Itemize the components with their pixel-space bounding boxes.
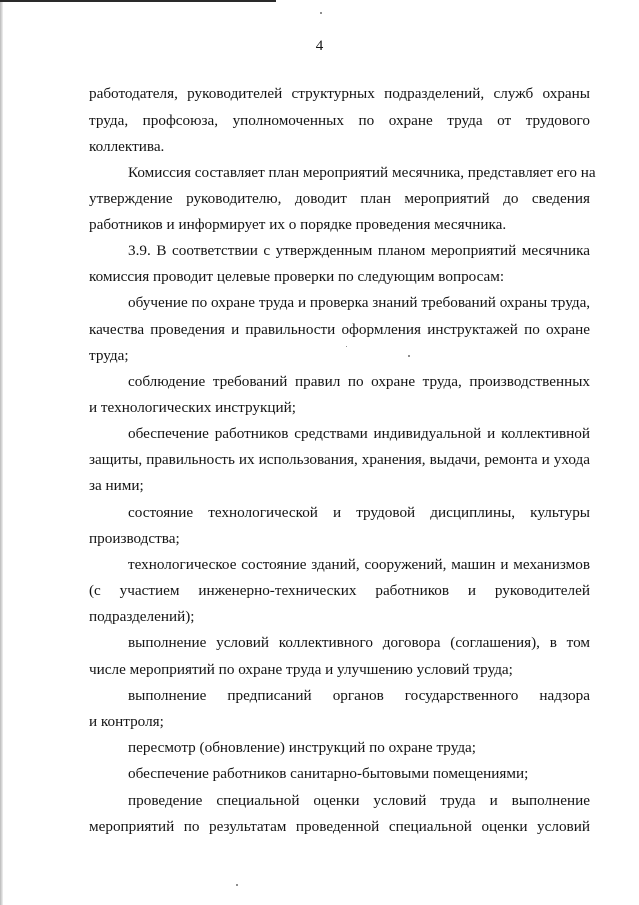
text-line: состояние технологической и трудовой дисциплины, культуры — [128, 504, 590, 521]
scan-speck — [346, 346, 347, 347]
text-line: и технологических инструкций; — [89, 399, 296, 416]
text-line: обучение по охране труда и проверка знаний требований охраны труда, — [128, 294, 591, 311]
scan-top-rule — [0, 0, 276, 2]
text-line: мероприятий по результатам проведенной специальной оценки условий — [89, 818, 590, 835]
page-number: 4 — [315, 38, 324, 54]
text-line: производства; — [89, 530, 180, 547]
text-line: работодателя, руководителей структурных подразделений, служб охраны — [89, 85, 590, 102]
text-line: подразделений); — [89, 608, 195, 625]
text-line: технологическое состояние зданий, сооружений, машин и механизмов — [128, 556, 590, 573]
text-line: коллектива. — [89, 138, 165, 155]
text-line: соблюдение требований правил по охране труда, производственных — [128, 373, 590, 390]
text-line: работников и информирует их о порядке проведения месячника. — [89, 216, 507, 233]
text-line: Комиссия составляет план мероприятий месячника, представляет его на — [128, 164, 596, 181]
text-line: выполнение условий коллективного договора (соглашения), в том — [128, 634, 590, 651]
text-line: обеспечение работников средствами индивидуальной и коллективной — [128, 425, 590, 442]
text-line: утверждение руководителю, доводит план мероприятий до сведения — [89, 190, 590, 207]
text-line: числе мероприятий по охране труда и улучшению условий труда; — [89, 661, 513, 678]
text-line: пересмотр (обновление) инструкций по охране труда; — [128, 739, 477, 756]
text-line: обеспечение работников санитарно-бытовыми помещениями; — [128, 765, 529, 782]
text-line: труда, профсоюза, уполномоченных по охране труда от трудового — [89, 112, 590, 129]
scan-speck — [408, 355, 410, 357]
text-line: (с участием инженерно-технических работников и руководителей — [89, 582, 590, 599]
text-line: качества проведения и правильности оформления инструктажей по охране — [89, 321, 590, 338]
text-line: комиссия проводит целевые проверки по следующим вопросам: — [89, 268, 505, 285]
scan-speck — [236, 884, 238, 886]
text-line: труда; — [89, 347, 129, 364]
text-line: 3.9. В соответствии с утвержденным планом мероприятий месячника — [128, 242, 590, 259]
scan-edge-shadow — [0, 0, 3, 905]
text-line: защиты, правильность их использования, хранения, выдачи, ремонта и ухода — [89, 451, 590, 468]
text-line: и контроля; — [89, 713, 164, 730]
scan-speck — [320, 12, 322, 14]
text-line: выполнение предписаний органов государственного надзора — [128, 687, 590, 704]
text-line: за ними; — [89, 477, 144, 494]
text-line: проведение специальной оценки условий труда и выполнение — [128, 792, 590, 809]
